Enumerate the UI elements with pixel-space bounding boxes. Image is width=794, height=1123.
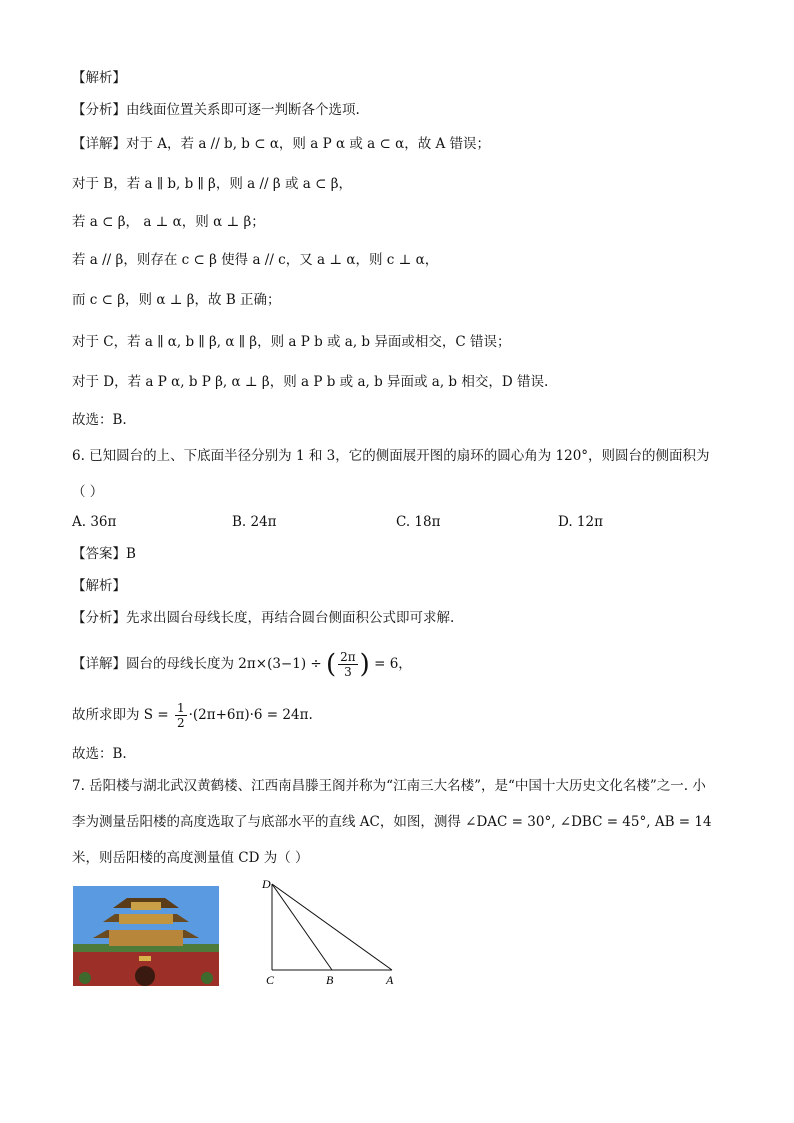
analysis-text: 【分析】由线面位置关系即可逐一判断各个选项. xyxy=(72,102,360,118)
formula-1-prefix: 【详解】圆台的母线长度为 2π×(3−1) ÷ xyxy=(72,656,326,672)
photo-gate xyxy=(135,966,155,986)
section-heading-analysis-2: 【解析】 xyxy=(72,578,126,594)
choice-result: 故选：B. xyxy=(72,412,127,428)
photo-shrub-right xyxy=(201,972,213,984)
yueyang-tower-photo xyxy=(73,886,219,986)
paren-left: ( xyxy=(325,649,337,680)
answer-text: 【答案】B xyxy=(72,546,136,562)
segment-db xyxy=(272,884,332,970)
option-d: D. 12π xyxy=(558,514,603,530)
label-d: D xyxy=(262,877,271,891)
section-heading-analysis: 【解析】 xyxy=(72,70,126,86)
question-7-line-2: 李为测量岳阳楼的高度选取了与底部水平的直线 AC，如图，测得 ∠DAC = 30°, ∠DBC = 45°, AB = 14 xyxy=(72,814,712,830)
paren-right: ) xyxy=(359,649,370,680)
detail-text-a: 【详解】对于 A，若 a // b, b ⊂ α，则 a P α 或 a ⊂ α，故 A 错误； xyxy=(72,136,491,152)
option-b: B. 24π xyxy=(232,514,277,530)
formula-1-suffix: = 6， xyxy=(369,656,412,672)
detail-formula-1 xyxy=(72,644,412,685)
segment-da xyxy=(272,884,392,970)
option-a: A. 36π xyxy=(72,514,117,530)
photo-shrub-left xyxy=(79,972,91,984)
question-7-line-1: 7. 岳阳楼与湖北武汉黄鹤楼、江西南昌滕王阁并称为“江南三大名楼”，是“中国十大历史文化名楼”之一. 小 xyxy=(72,778,706,794)
fraction-denominator-2: 2 xyxy=(176,716,185,730)
photo-body-lower xyxy=(109,930,183,946)
photo-body-middle xyxy=(119,914,173,924)
photo-body-top xyxy=(131,902,161,910)
detail-text-d: 对于 D，若 a P α, b P β, α ⊥ β，则 a P b 或 a, b 异面或 a, b 相交，D 错误. xyxy=(72,374,549,390)
formula-2-suffix: ·(2π+6π)·6 = 24π. xyxy=(188,707,313,723)
detail-text-b3: 若 a // β，则存在 c ⊂ β 使得 a // c，又 a ⊥ α，则 c ⊥ α， xyxy=(72,252,439,268)
option-c: C. 18π xyxy=(396,514,441,530)
label-a: A xyxy=(386,973,394,987)
detail-text-b2: 若 a ⊂ β， a ⊥ α，则 α ⊥ β； xyxy=(72,214,265,230)
detail-text-b: 对于 B，若 a ∥ b, b ∥ β，则 a // β 或 a ⊂ β， xyxy=(72,176,353,192)
label-c: C xyxy=(266,973,275,987)
formula-2-prefix: 故所求即为 S = xyxy=(72,707,173,723)
detail-text-c: 对于 C，若 a ∥ α, b ∥ β, α ∥ β，则 a P b 或 a, b 异面或相交，C 错误； xyxy=(72,334,511,350)
fraction-numerator-2: 1 xyxy=(176,701,185,715)
fraction-1-2 xyxy=(175,701,187,730)
fraction-numerator: 2π xyxy=(340,650,356,664)
question-6-paren: （ ） xyxy=(72,484,104,500)
detail-formula-2 xyxy=(72,698,313,732)
label-b: B xyxy=(326,973,334,987)
triangle-diagram xyxy=(258,874,408,994)
fraction-2pi-3 xyxy=(338,650,358,679)
choice-result-2: 故选：B. xyxy=(72,746,127,762)
analysis-text-2: 【分析】先求出圆台母线长度，再结合圆台侧面积公式即可求解. xyxy=(72,610,455,626)
photo-plaque xyxy=(139,956,151,961)
fraction-denominator: 3 xyxy=(344,665,352,679)
detail-text-b4: 而 c ⊂ β，则 α ⊥ β，故 B 正确； xyxy=(72,292,281,308)
question-7-line-3: 米，则岳阳楼的高度测量值 CD 为（ ） xyxy=(72,850,309,866)
question-6-text: 6. 已知圆台的上、下底面半径分别为 1 和 3，它的侧面展开图的扇环的圆心角为 120°，则圆台的侧面积为 xyxy=(72,448,710,464)
